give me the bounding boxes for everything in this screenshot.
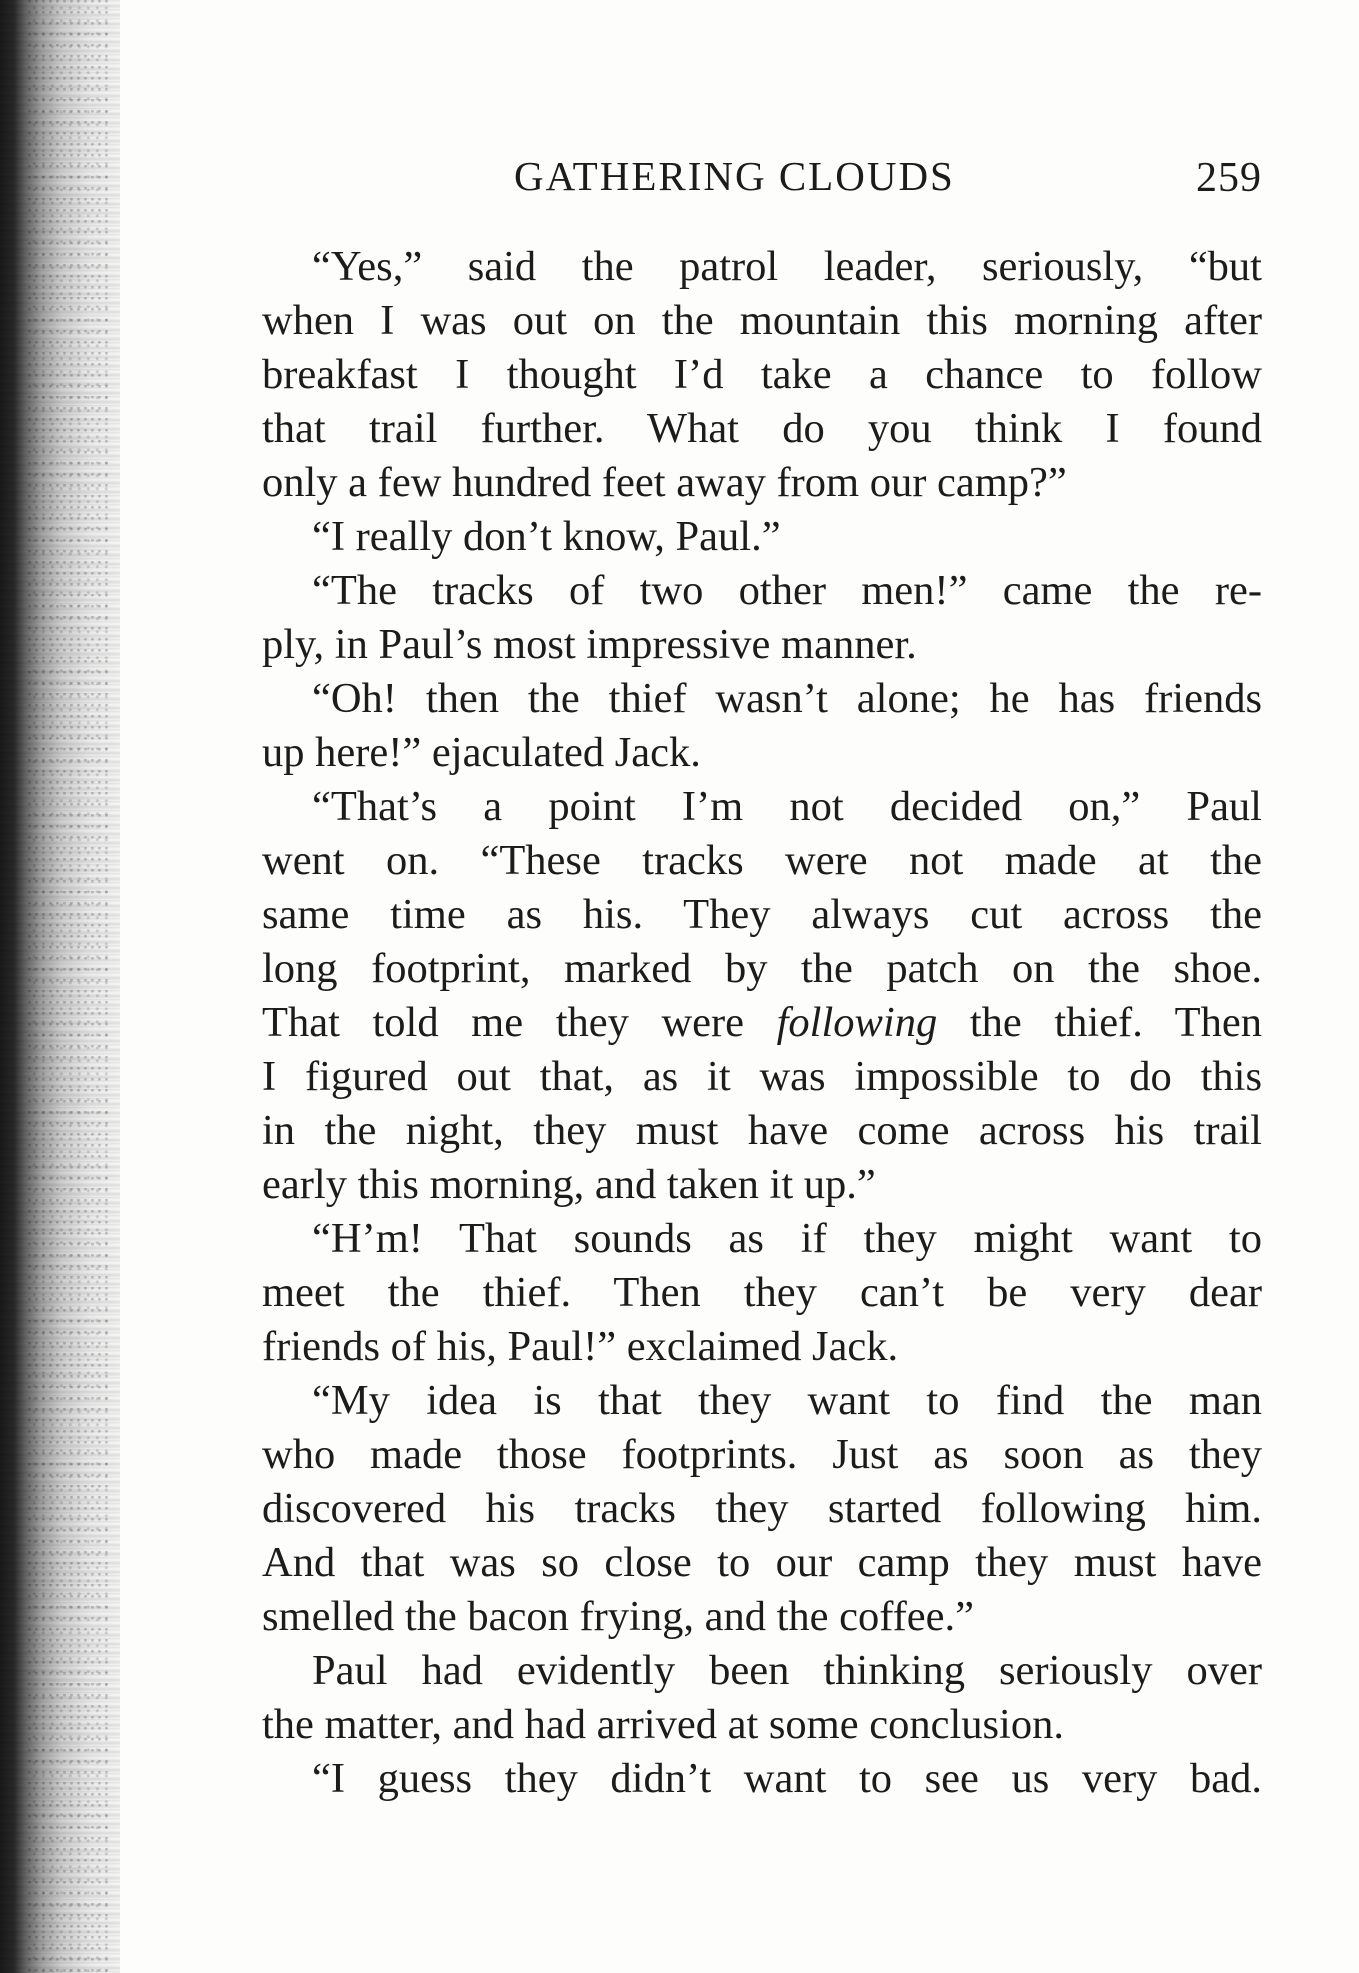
- page-header: [262, 152, 1262, 212]
- text-line: that trail further. What do you think I found: [262, 405, 1262, 452]
- italic-word: following: [776, 999, 938, 1046]
- text-line: “Oh! then the thief wasn’t alone; he has friends: [312, 675, 1262, 722]
- text-line: “That’s a point I’m not decided on,” Paul: [312, 783, 1262, 830]
- text-line: in the night, they must have come across his trail: [262, 1107, 1262, 1154]
- text-line: meet the thief. Then they can’t be very dear: [262, 1269, 1262, 1316]
- text-line: “My idea is that they want to find the man: [312, 1377, 1262, 1424]
- text-line: “I really don’t know, Paul.”: [312, 513, 781, 560]
- text-line: friends of his, Paul!” exclaimed Jack.: [262, 1323, 899, 1370]
- text-line: ply, in Paul’s most impressive manner.: [262, 621, 917, 668]
- text-line: Paul had evidently been thinking seriously over: [312, 1647, 1262, 1694]
- text-line: only a few hundred feet away from our camp?”: [262, 459, 1067, 506]
- text-segment: That told me they were: [262, 999, 745, 1046]
- text-line: when I was out on the mountain this morning after: [262, 297, 1262, 344]
- text-line: “The tracks of two other men!” came the re-: [312, 567, 1262, 614]
- text-line: And that was so close to our camp they must have: [262, 1539, 1262, 1586]
- text-line: went on. “These tracks were not made at the: [262, 837, 1262, 884]
- text-segment: the thief. Then: [969, 999, 1262, 1046]
- text-line: same time as his. They always cut across the: [262, 891, 1262, 938]
- text-line: up here!” ejaculated Jack.: [262, 729, 701, 776]
- page-number: 259: [1196, 155, 1262, 201]
- body-text: [262, 240, 1262, 1806]
- text-line: breakfast I thought I’d take a chance to follow: [262, 351, 1262, 398]
- text-line: smelled the bacon frying, and the coffee.”: [262, 1593, 974, 1640]
- text-line: discovered his tracks they started following him.: [262, 1485, 1262, 1532]
- text-line: who made those footprints. Just as soon as they: [262, 1431, 1262, 1478]
- running-title: GATHERING CLOUDS: [514, 153, 955, 199]
- text-line: long footprint, marked by the patch on the shoe.: [262, 945, 1262, 992]
- text-line: early this morning, and taken it up.”: [262, 1161, 876, 1208]
- text-line: “H’m! That sounds as if they might want to: [312, 1215, 1262, 1262]
- scan-noise: [28, 0, 108, 1973]
- text-line: “Yes,” said the patrol leader, seriously, “but: [312, 243, 1262, 290]
- text-line-with-italic: [262, 996, 1262, 1050]
- text-line: I figured out that, as it was impossible to do this: [262, 1053, 1262, 1100]
- text-line: “I guess they didn’t want to see us very bad.: [312, 1755, 1262, 1802]
- text-line: the matter, and had arrived at some conclusion.: [262, 1701, 1064, 1748]
